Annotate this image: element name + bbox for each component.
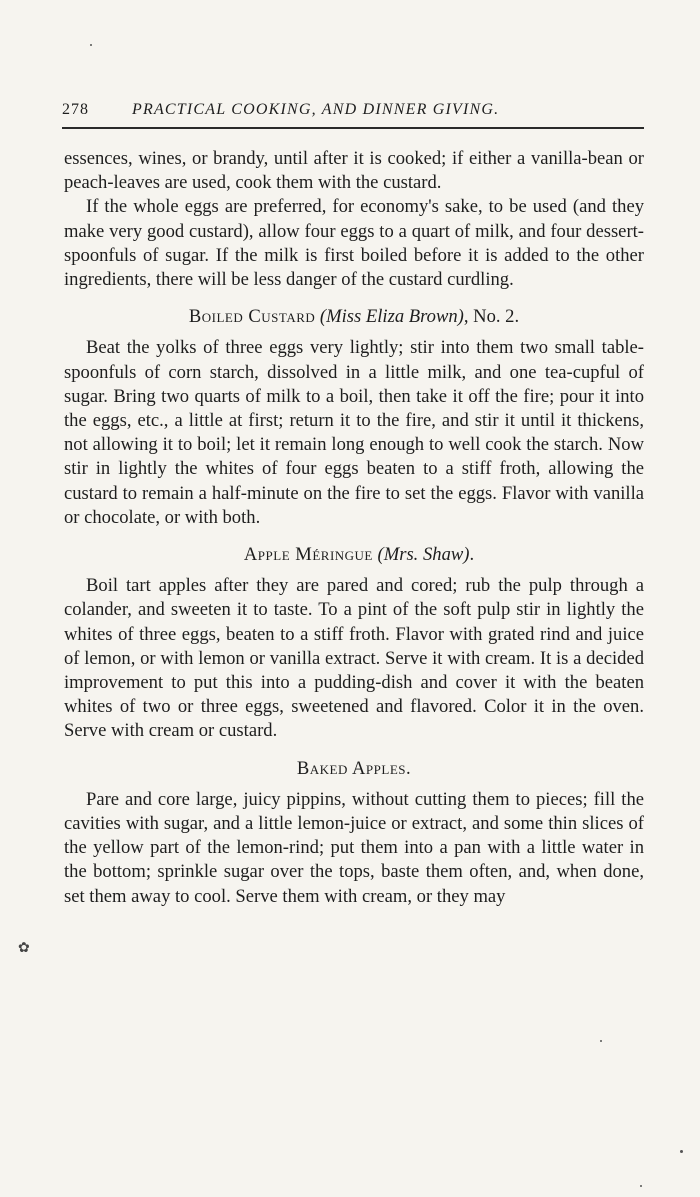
- page-body: [64, 147, 644, 909]
- heading-boiled-custard: [64, 305, 644, 329]
- margin-ornament-icon: ✿: [18, 941, 30, 956]
- paragraph-continued: essences, wines, or brandy, until after it is cooked; if either a vanilla-bean or peach-leaves are used, cook them with the custard.: [64, 148, 644, 194]
- heading-boiled-custard-title: Boiled Custard: [188, 306, 316, 328]
- heading-apple-meringue-author: (Mrs. Shaw): [377, 544, 470, 566]
- paragraph-boiled-custard: Beat the yolks of three eggs very lightly; stir into them two small table-spoonfuls of corn starch, dissolved in a little milk, and one tea-cupful of sugar. Bring two quarts of milk to a boil, then take it off the fire; pour it into the eggs, etc., a little at first; return it to the fire, and stir it until it thickens, not allowing it to boil; let it remain long enough to well cook the starch. Now stir in lightly the whites of four eggs beaten to a stiff froth, allowing the custard to remain a half-minute on the fire to set the eggs. Flavor with vanilla or chocolate, or with both.: [64, 337, 644, 528]
- running-title: PRACTICAL COOKING, AND DINNER GIVING.: [132, 101, 500, 118]
- heading-boiled-custard-number: , No. 2.: [463, 306, 520, 328]
- paragraph-apple-meringue: Boil tart apples after they are pared and cored; rub the pulp through a colander, and sweeten it to taste. To a pint of the soft pulp stir in lightly the whites of three eggs, beaten to a stiff froth. Flavor with grated rind and juice of lemon, or with lemon or vanilla extract. Serve it with cream. It is a decided improvement to put this into a pudding-dish and cover it with the beaten whites of two or three eggs, sweetened and flavored. Color it in the oven. Serve with cream or custard.: [64, 575, 644, 742]
- heading-baked-apples-title: Baked Apples.: [296, 757, 412, 779]
- page-number: 278: [62, 101, 89, 118]
- paragraph-whole-eggs: If the whole eggs are preferred, for economy's sake, to be used (and they make very good custard), allow four eggs to a quart of milk, and four dessert-spoonfuls of sugar. If the milk is first boiled before it is added to the other ingredients, there will be less danger of the custard curdling.: [64, 196, 644, 291]
- heading-apple-meringue-title: Apple Méringue: [243, 544, 373, 566]
- running-header: [62, 101, 644, 129]
- paragraph-baked-apples: Pare and core large, juicy pippins, without cutting them to pieces; fill the cavities with sugar, and a little lemon-juice or extract, and some thin slices of the yellow part of the lemon-rind; put them into a pan with a little water in the bottom; sprinkle sugar over the tops, baste them often, and, when done, set them away to cool. Serve them with cream, or they may: [64, 788, 644, 907]
- paper-speck: [600, 1040, 602, 1042]
- heading-baked-apples: [64, 757, 644, 781]
- paper-speck: [90, 44, 92, 46]
- heading-boiled-custard-author: (Miss Eliza Brown): [319, 306, 464, 328]
- heading-apple-meringue: [64, 543, 644, 567]
- heading-apple-meringue-end: .: [469, 544, 475, 566]
- paper-speck: [680, 1150, 683, 1153]
- paper-speck: [640, 1185, 642, 1187]
